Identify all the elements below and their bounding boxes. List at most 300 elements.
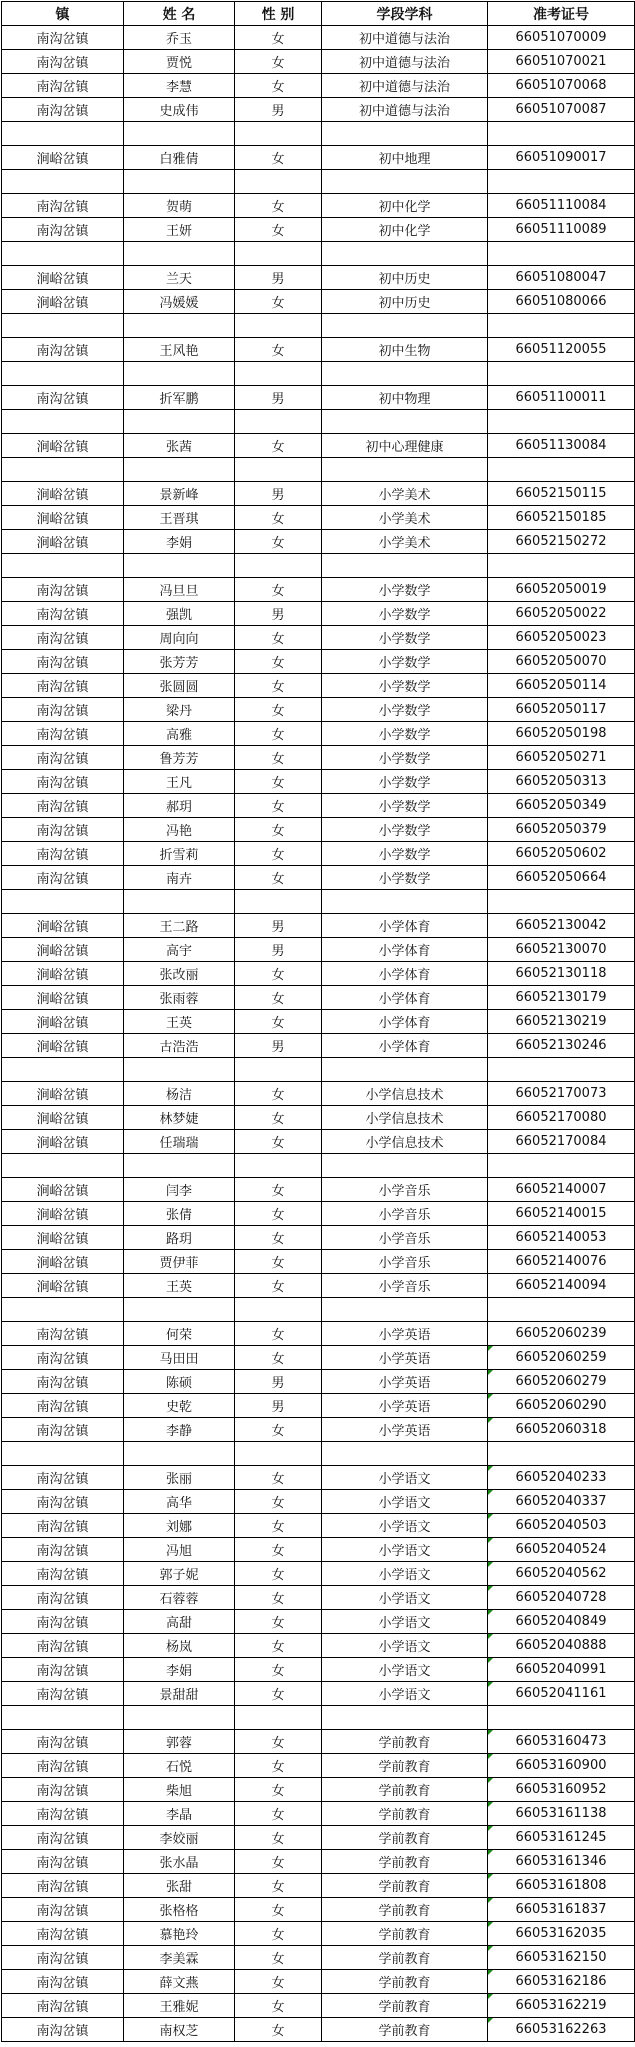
empty-cell xyxy=(2,410,124,434)
cell-subject: 初中生物 xyxy=(322,338,488,362)
cell-sex: 男 xyxy=(235,1034,322,1058)
empty-cell xyxy=(488,1442,635,1466)
spacer-row xyxy=(2,890,635,914)
table-row xyxy=(2,1082,635,1106)
empty-cell xyxy=(488,1706,635,1730)
cell-subject: 小学语文 xyxy=(322,1514,488,1538)
empty-cell xyxy=(488,1058,635,1082)
cell-name: 杨洁 xyxy=(124,1082,235,1106)
cell-sex: 男 xyxy=(235,98,322,122)
cell-town: 南沟岔镇 xyxy=(2,2018,124,2042)
cell-town: 南沟岔镇 xyxy=(2,1922,124,1946)
cell-sex: 女 xyxy=(235,194,322,218)
table-row xyxy=(2,386,635,410)
cell-sex: 女 xyxy=(235,1010,322,1034)
cell-subject: 初中物理 xyxy=(322,386,488,410)
table-body xyxy=(2,26,635,2042)
cell-name: 景新峰 xyxy=(124,482,235,506)
cell-exam-id: 66052050664 xyxy=(488,866,635,890)
cell-town: 南沟岔镇 xyxy=(2,50,124,74)
table-row xyxy=(2,1610,635,1634)
cell-town: 涧峪岔镇 xyxy=(2,1202,124,1226)
cell-name: 高雅 xyxy=(124,722,235,746)
cell-town: 南沟岔镇 xyxy=(2,770,124,794)
cell-sex: 女 xyxy=(235,1922,322,1946)
table-row xyxy=(2,1322,635,1346)
empty-cell xyxy=(235,1442,322,1466)
cell-subject: 小学美术 xyxy=(322,506,488,530)
cell-subject: 小学数学 xyxy=(322,674,488,698)
cell-name: 王英 xyxy=(124,1274,235,1298)
cell-subject: 小学语文 xyxy=(322,1634,488,1658)
table-row xyxy=(2,986,635,1010)
cell-sex: 女 xyxy=(235,1538,322,1562)
cell-town: 南沟岔镇 xyxy=(2,626,124,650)
cell-subject: 初中道德与法治 xyxy=(322,98,488,122)
cell-subject: 小学数学 xyxy=(322,770,488,794)
table-row xyxy=(2,1850,635,1874)
cell-sex: 女 xyxy=(235,506,322,530)
spacer-row xyxy=(2,314,635,338)
cell-subject: 小学语文 xyxy=(322,1658,488,1682)
cell-name: 景甜甜 xyxy=(124,1682,235,1706)
cell-town: 南沟岔镇 xyxy=(2,1802,124,1826)
cell-town: 南沟岔镇 xyxy=(2,1994,124,2018)
cell-sex: 女 xyxy=(235,1226,322,1250)
cell-name: 张改丽 xyxy=(124,962,235,986)
table-row xyxy=(2,1346,635,1370)
cell-town: 南沟岔镇 xyxy=(2,1562,124,1586)
cell-town: 南沟岔镇 xyxy=(2,1586,124,1610)
cell-subject: 小学数学 xyxy=(322,866,488,890)
cell-exam-id: 66052170073 xyxy=(488,1082,635,1106)
empty-cell xyxy=(322,314,488,338)
cell-exam-id: 66052130219 xyxy=(488,1010,635,1034)
empty-cell xyxy=(488,554,635,578)
empty-cell xyxy=(488,362,635,386)
empty-cell xyxy=(488,1298,635,1322)
table-row xyxy=(2,746,635,770)
cell-sex: 女 xyxy=(235,1946,322,1970)
table-row xyxy=(2,1130,635,1154)
empty-cell xyxy=(322,1154,488,1178)
cell-exam-id: 66052040524 xyxy=(488,1538,635,1562)
table-row xyxy=(2,1466,635,1490)
cell-subject: 初中道德与法治 xyxy=(322,50,488,74)
cell-name: 王凡 xyxy=(124,770,235,794)
cell-town: 南沟岔镇 xyxy=(2,674,124,698)
cell-town: 南沟岔镇 xyxy=(2,1658,124,1682)
cell-sex: 女 xyxy=(235,986,322,1010)
cell-exam-id: 66053161808 xyxy=(488,1874,635,1898)
cell-exam-id: 66052050271 xyxy=(488,746,635,770)
table-row xyxy=(2,1682,635,1706)
cell-exam-id: 66052040991 xyxy=(488,1658,635,1682)
table-row xyxy=(2,1658,635,1682)
cell-sex: 女 xyxy=(235,650,322,674)
cell-subject: 初中心理健康 xyxy=(322,434,488,458)
cell-exam-id: 66053161245 xyxy=(488,1826,635,1850)
cell-name: 王晋琪 xyxy=(124,506,235,530)
cell-exam-id: 66052040728 xyxy=(488,1586,635,1610)
cell-subject: 小学语文 xyxy=(322,1586,488,1610)
empty-cell xyxy=(2,1706,124,1730)
cell-town: 涧峪岔镇 xyxy=(2,914,124,938)
spacer-row xyxy=(2,554,635,578)
cell-subject: 小学数学 xyxy=(322,602,488,626)
cell-exam-id: 66051070021 xyxy=(488,50,635,74)
table-row xyxy=(2,434,635,458)
cell-subject: 初中历史 xyxy=(322,290,488,314)
empty-cell xyxy=(322,122,488,146)
empty-cell xyxy=(124,890,235,914)
table-row xyxy=(2,1778,635,1802)
table-row xyxy=(2,626,635,650)
cell-subject: 初中化学 xyxy=(322,194,488,218)
cell-name: 冯艳 xyxy=(124,818,235,842)
cell-sex: 女 xyxy=(235,1274,322,1298)
cell-sex: 女 xyxy=(235,1826,322,1850)
cell-town: 南沟岔镇 xyxy=(2,866,124,890)
cell-name: 张水晶 xyxy=(124,1850,235,1874)
cell-exam-id: 66052140076 xyxy=(488,1250,635,1274)
cell-exam-id: 66053162035 xyxy=(488,1922,635,1946)
table-row xyxy=(2,1538,635,1562)
empty-cell xyxy=(2,1154,124,1178)
table-row xyxy=(2,290,635,314)
cell-subject: 学前教育 xyxy=(322,1970,488,1994)
spacer-row xyxy=(2,122,635,146)
cell-name: 古浩浩 xyxy=(124,1034,235,1058)
empty-cell xyxy=(322,1442,488,1466)
cell-sex: 女 xyxy=(235,1346,322,1370)
candidate-table xyxy=(1,1,635,2042)
cell-sex: 女 xyxy=(235,2018,322,2042)
header-sex: 性 别 xyxy=(235,2,322,26)
cell-town: 涧峪岔镇 xyxy=(2,530,124,554)
cell-name: 梁丹 xyxy=(124,698,235,722)
empty-cell xyxy=(235,170,322,194)
cell-name: 贾伊菲 xyxy=(124,1250,235,1274)
cell-sex: 女 xyxy=(235,1658,322,1682)
cell-subject: 小学美术 xyxy=(322,530,488,554)
cell-exam-id: 66052040337 xyxy=(488,1490,635,1514)
empty-cell xyxy=(488,890,635,914)
table-row xyxy=(2,1514,635,1538)
cell-name: 兰天 xyxy=(124,266,235,290)
cell-sex: 男 xyxy=(235,482,322,506)
table-row xyxy=(2,1418,635,1442)
cell-name: 高甜 xyxy=(124,1610,235,1634)
empty-cell xyxy=(124,458,235,482)
cell-town: 南沟岔镇 xyxy=(2,1514,124,1538)
cell-town: 南沟岔镇 xyxy=(2,650,124,674)
empty-cell xyxy=(124,1442,235,1466)
spacer-row xyxy=(2,1298,635,1322)
spacer-row xyxy=(2,170,635,194)
empty-cell xyxy=(124,1298,235,1322)
cell-exam-id: 66052040562 xyxy=(488,1562,635,1586)
cell-town: 涧峪岔镇 xyxy=(2,506,124,530)
cell-exam-id: 66051130084 xyxy=(488,434,635,458)
empty-cell xyxy=(124,242,235,266)
cell-exam-id: 66052050019 xyxy=(488,578,635,602)
cell-town: 南沟岔镇 xyxy=(2,338,124,362)
cell-subject: 小学信息技术 xyxy=(322,1106,488,1130)
empty-cell xyxy=(235,410,322,434)
cell-sex: 女 xyxy=(235,1322,322,1346)
empty-cell xyxy=(2,1442,124,1466)
cell-name: 折军鹏 xyxy=(124,386,235,410)
cell-name: 李姣丽 xyxy=(124,1826,235,1850)
cell-exam-id: 66051110084 xyxy=(488,194,635,218)
empty-cell xyxy=(235,242,322,266)
cell-exam-id: 66052060239 xyxy=(488,1322,635,1346)
cell-name: 王英 xyxy=(124,1010,235,1034)
cell-town: 南沟岔镇 xyxy=(2,818,124,842)
table-row xyxy=(2,914,635,938)
cell-sex: 女 xyxy=(235,1130,322,1154)
cell-town: 南沟岔镇 xyxy=(2,794,124,818)
cell-sex: 女 xyxy=(235,1418,322,1442)
cell-exam-id: 66053160952 xyxy=(488,1778,635,1802)
cell-town: 南沟岔镇 xyxy=(2,1754,124,1778)
cell-town: 涧峪岔镇 xyxy=(2,1010,124,1034)
cell-exam-id: 66052050198 xyxy=(488,722,635,746)
header-town: 镇 xyxy=(2,2,124,26)
cell-exam-id: 66052150115 xyxy=(488,482,635,506)
cell-name: 贾悦 xyxy=(124,50,235,74)
cell-name: 王二路 xyxy=(124,914,235,938)
empty-cell xyxy=(2,1298,124,1322)
cell-town: 南沟岔镇 xyxy=(2,1538,124,1562)
cell-town: 南沟岔镇 xyxy=(2,1898,124,1922)
cell-subject: 小学音乐 xyxy=(322,1274,488,1298)
cell-exam-id: 66052130070 xyxy=(488,938,635,962)
empty-cell xyxy=(124,1706,235,1730)
cell-name: 路玥 xyxy=(124,1226,235,1250)
cell-sex: 女 xyxy=(235,1490,322,1514)
cell-subject: 小学数学 xyxy=(322,794,488,818)
cell-subject: 小学数学 xyxy=(322,650,488,674)
cell-exam-id: 66052170084 xyxy=(488,1130,635,1154)
table-row xyxy=(2,1730,635,1754)
cell-subject: 学前教育 xyxy=(322,1730,488,1754)
cell-exam-id: 66052040888 xyxy=(488,1634,635,1658)
table-row xyxy=(2,1634,635,1658)
header-exam-id: 准考证号 xyxy=(488,2,635,26)
empty-cell xyxy=(235,554,322,578)
cell-sex: 女 xyxy=(235,1634,322,1658)
table-row xyxy=(2,674,635,698)
empty-cell xyxy=(235,362,322,386)
table-row xyxy=(2,1802,635,1826)
empty-cell xyxy=(488,1154,635,1178)
cell-subject: 小学数学 xyxy=(322,626,488,650)
empty-cell xyxy=(124,314,235,338)
table-row xyxy=(2,1394,635,1418)
cell-subject: 小学美术 xyxy=(322,482,488,506)
cell-town: 南沟岔镇 xyxy=(2,1634,124,1658)
cell-subject: 小学信息技术 xyxy=(322,1130,488,1154)
cell-town: 南沟岔镇 xyxy=(2,578,124,602)
table-row xyxy=(2,1754,635,1778)
spacer-row xyxy=(2,242,635,266)
cell-name: 郭蓉 xyxy=(124,1730,235,1754)
cell-name: 杨岚 xyxy=(124,1634,235,1658)
empty-cell xyxy=(235,1706,322,1730)
cell-subject: 小学英语 xyxy=(322,1394,488,1418)
cell-exam-id: 66053161138 xyxy=(488,1802,635,1826)
empty-cell xyxy=(235,1058,322,1082)
cell-town: 南沟岔镇 xyxy=(2,1466,124,1490)
table-row xyxy=(2,1034,635,1058)
cell-name: 南卉 xyxy=(124,866,235,890)
cell-sex: 女 xyxy=(235,1898,322,1922)
cell-town: 南沟岔镇 xyxy=(2,1418,124,1442)
empty-cell xyxy=(322,1298,488,1322)
cell-name: 张格格 xyxy=(124,1898,235,1922)
cell-town: 涧峪岔镇 xyxy=(2,1250,124,1274)
cell-sex: 女 xyxy=(235,818,322,842)
cell-name: 柴旭 xyxy=(124,1778,235,1802)
cell-exam-id: 66052040503 xyxy=(488,1514,635,1538)
cell-subject: 学前教育 xyxy=(322,1946,488,1970)
spacer-row xyxy=(2,458,635,482)
cell-exam-id: 66052050114 xyxy=(488,674,635,698)
table-row xyxy=(2,1946,635,1970)
cell-exam-id: 66052150272 xyxy=(488,530,635,554)
cell-sex: 女 xyxy=(235,1730,322,1754)
cell-sex: 女 xyxy=(235,1562,322,1586)
cell-exam-id: 66052150185 xyxy=(488,506,635,530)
cell-subject: 小学数学 xyxy=(322,842,488,866)
table-row xyxy=(2,1250,635,1274)
cell-exam-id: 66052060279 xyxy=(488,1370,635,1394)
empty-cell xyxy=(124,362,235,386)
table-row xyxy=(2,194,635,218)
table-row xyxy=(2,866,635,890)
cell-sex: 女 xyxy=(235,626,322,650)
table-row xyxy=(2,1874,635,1898)
cell-town: 涧峪岔镇 xyxy=(2,1178,124,1202)
empty-cell xyxy=(235,1298,322,1322)
cell-name: 薛文燕 xyxy=(124,1970,235,1994)
cell-exam-id: 66052050349 xyxy=(488,794,635,818)
cell-sex: 女 xyxy=(235,338,322,362)
table-row xyxy=(2,578,635,602)
table-row xyxy=(2,938,635,962)
cell-name: 白雅倩 xyxy=(124,146,235,170)
cell-subject: 小学英语 xyxy=(322,1322,488,1346)
cell-subject: 小学体育 xyxy=(322,1010,488,1034)
cell-exam-id: 66051070087 xyxy=(488,98,635,122)
cell-town: 涧峪岔镇 xyxy=(2,938,124,962)
cell-subject: 学前教育 xyxy=(322,1850,488,1874)
cell-name: 马田田 xyxy=(124,1346,235,1370)
cell-town: 南沟岔镇 xyxy=(2,842,124,866)
cell-sex: 女 xyxy=(235,1994,322,2018)
cell-town: 涧峪岔镇 xyxy=(2,266,124,290)
cell-town: 涧峪岔镇 xyxy=(2,1106,124,1130)
cell-name: 李静 xyxy=(124,1418,235,1442)
table-row xyxy=(2,98,635,122)
cell-town: 南沟岔镇 xyxy=(2,1778,124,1802)
cell-exam-id: 66052130179 xyxy=(488,986,635,1010)
cell-name: 李娟 xyxy=(124,1658,235,1682)
cell-subject: 小学数学 xyxy=(322,746,488,770)
cell-sex: 女 xyxy=(235,146,322,170)
cell-town: 涧峪岔镇 xyxy=(2,1130,124,1154)
cell-subject: 学前教育 xyxy=(322,1754,488,1778)
empty-cell xyxy=(235,458,322,482)
cell-exam-id: 66052130042 xyxy=(488,914,635,938)
cell-town: 涧峪岔镇 xyxy=(2,962,124,986)
cell-subject: 学前教育 xyxy=(322,1874,488,1898)
cell-name: 李娟 xyxy=(124,530,235,554)
empty-cell xyxy=(488,314,635,338)
cell-subject: 小学音乐 xyxy=(322,1178,488,1202)
cell-town: 南沟岔镇 xyxy=(2,386,124,410)
cell-name: 林梦婕 xyxy=(124,1106,235,1130)
cell-town: 南沟岔镇 xyxy=(2,1946,124,1970)
table-row xyxy=(2,1898,635,1922)
cell-exam-id: 66052040849 xyxy=(488,1610,635,1634)
cell-sex: 女 xyxy=(235,962,322,986)
cell-subject: 学前教育 xyxy=(322,2018,488,2042)
table-row xyxy=(2,650,635,674)
cell-subject: 小学体育 xyxy=(322,1034,488,1058)
cell-town: 南沟岔镇 xyxy=(2,74,124,98)
cell-sex: 女 xyxy=(235,1874,322,1898)
table-row xyxy=(2,26,635,50)
table-row xyxy=(2,482,635,506)
cell-town: 南沟岔镇 xyxy=(2,26,124,50)
empty-cell xyxy=(322,554,488,578)
table-row xyxy=(2,1826,635,1850)
empty-cell xyxy=(2,170,124,194)
cell-town: 南沟岔镇 xyxy=(2,1322,124,1346)
empty-cell xyxy=(322,890,488,914)
cell-sex: 女 xyxy=(235,1682,322,1706)
header-name: 姓 名 xyxy=(124,2,235,26)
cell-name: 任瑞瑞 xyxy=(124,1130,235,1154)
cell-name: 冯旭 xyxy=(124,1538,235,1562)
empty-cell xyxy=(2,122,124,146)
table-row xyxy=(2,218,635,242)
cell-sex: 女 xyxy=(235,1082,322,1106)
empty-cell xyxy=(235,1154,322,1178)
cell-exam-id: 66053162263 xyxy=(488,2018,635,2042)
cell-name: 慕艳玲 xyxy=(124,1922,235,1946)
cell-subject: 小学数学 xyxy=(322,578,488,602)
cell-subject: 小学体育 xyxy=(322,962,488,986)
cell-name: 张甜 xyxy=(124,1874,235,1898)
cell-subject: 初中地理 xyxy=(322,146,488,170)
cell-name: 张倩 xyxy=(124,1202,235,1226)
cell-subject: 小学英语 xyxy=(322,1370,488,1394)
empty-cell xyxy=(2,554,124,578)
table-row xyxy=(2,2018,635,2042)
cell-exam-id: 66053162150 xyxy=(488,1946,635,1970)
table-row xyxy=(2,1178,635,1202)
cell-name: 刘娜 xyxy=(124,1514,235,1538)
cell-sex: 女 xyxy=(235,842,322,866)
empty-cell xyxy=(322,362,488,386)
cell-sex: 男 xyxy=(235,602,322,626)
cell-name: 周向向 xyxy=(124,626,235,650)
cell-town: 涧峪岔镇 xyxy=(2,482,124,506)
